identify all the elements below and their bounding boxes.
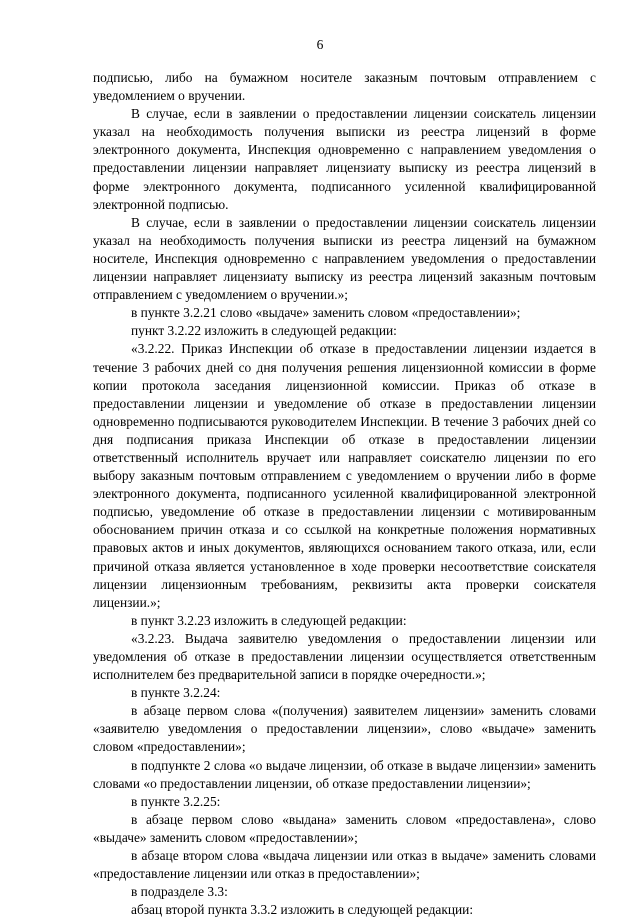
paragraph: «3.2.22. Приказ Инспекции об отказе в предоставлении лицензии издается в течение 3 рабочих дней со дня получения решения лицензионной комиссии в форме копии протокола заседания лицензионной комиссии. Приказ об отказе в предоставлении лицензии и уведомление об отказе в предоставлении лицензии одновременно подписываются руководителем Инспекции. В течение 3 рабочих дней со дня подписания приказа Инспекции об отказе в предоставлении лицензии ответственный исполнитель вручает или направляет соискателю лицензии по его выбору заказным почтовым отправлением с уведомлением о вручении либо в форме электронного документа, подписанного усиленной квалифицированной электронной подписью, уведомление об отказе в предоставлении лицензии с мотивированным обоснованием причин отказа и со ссылкой на конкретные положения нормативных правовых актов и иных документов, являющихся основанием такого отказа, или, если причиной отказа является установленное в ходе проверки несоответствие соискателя лицензии лицензионным требованиям, реквизиты акта проверки соискателя лицензии.»; — [93, 341, 596, 610]
paragraph: абзац второй пункта 3.3.2 изложить в следующей редакции: — [131, 902, 474, 918]
paragraph: подписью, либо на бумажном носителе заказным почтовым отправлением с уведомлением о вручении. — [93, 70, 596, 104]
paragraph: в абзаце первом слова «(получения) заявителем лицензии» заменить словами «заявителю уведомления о предоставлении лицензии», слово «выдаче» заменить словом «предоставлении»; — [93, 703, 596, 755]
paragraph: в пункте 3.2.24: — [131, 685, 221, 701]
page-number: 6 — [316, 37, 324, 52]
paragraph: в абзаце втором слова «выдача лицензии или отказ в выдаче» заменить словами «предоставление лицензии или отказ в предоставлении»; — [93, 848, 596, 882]
paragraph: В случае, если в заявлении о предоставлении лицензии соискатель лицензии указал на необходимость получения выписки из реестра лицензий на бумажном носителе, Инспекция одновременно с направлением уведомления о предоставлении лицензии направляет лицензиату выписку из реестра лицензий заказным почтовым отправлением с уведомлением о вручении.»; — [93, 214, 596, 303]
paragraph: пункт 3.2.22 изложить в следующей редакции: — [131, 323, 397, 339]
paragraph: В случае, если в заявлении о предоставлении лицензии соискатель лицензии указал на необходимость получения выписки из реестра лицензий в форме электронного документа, Инспекция одновременно с направлением уведомления о предоставлении лицензии направляет лицензиату выписку из реестра лицензий в форме электронного документа, подписанного усиленной квалифицированной электронной подписью. — [93, 106, 596, 212]
paragraph: в пункте 3.2.25: — [131, 793, 221, 809]
paragraph: в пункте 3.2.21 слово «выдаче» заменить словом «предоставлении»; — [131, 305, 521, 321]
paragraph: в подразделе 3.3: — [131, 884, 228, 900]
paragraph: «3.2.23. Выдача заявителю уведомления о предоставлении лицензии или уведомления об отказе в предоставлении лицензии осуществляется ответственным исполнителем без предварительной записи в порядке очередности.»; — [93, 630, 596, 683]
document-body — [93, 69, 596, 919]
paragraph: в пункт 3.2.23 изложить в следующей редакции: — [131, 612, 407, 628]
paragraph: в подпункте 2 слова «о выдаче лицензии, об отказе в выдаче лицензии» заменить словами «о предоставлении лицензии, об отказе предоставлении лицензии»; — [93, 757, 596, 791]
paragraph: в абзаце первом слово «выдана» заменить словом «предоставлена», слово «выдаче» заменить словом «предоставлении»; — [93, 811, 596, 845]
